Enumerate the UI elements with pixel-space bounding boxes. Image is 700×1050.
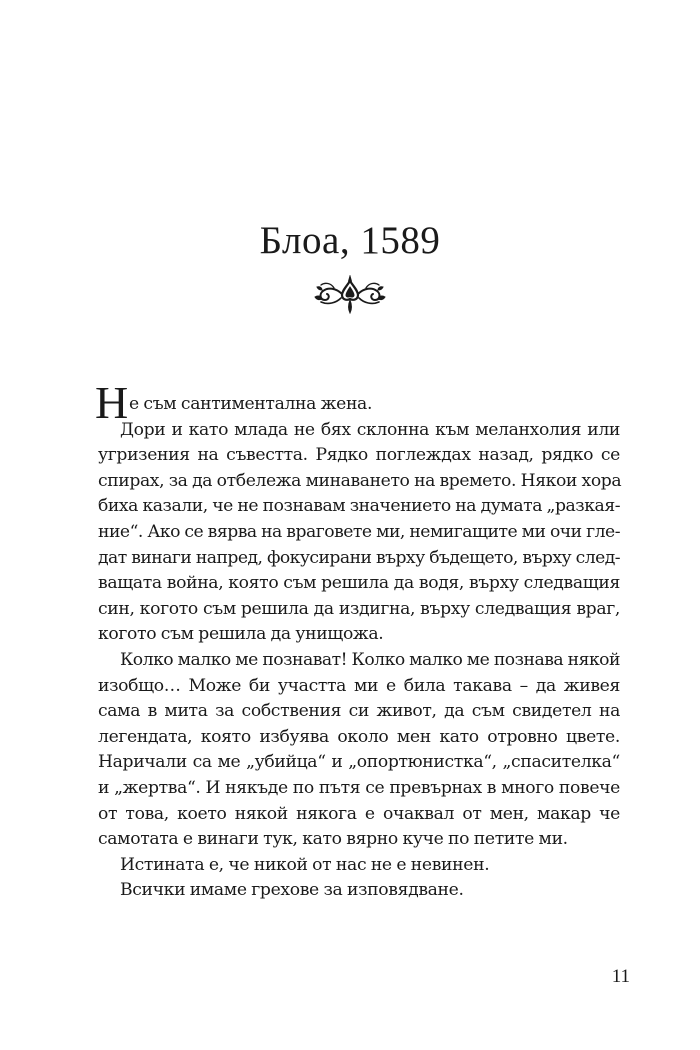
drop-cap-letter: Н bbox=[95, 377, 128, 428]
text-line: от това, което някой някога е очаквал от мен, макар че bbox=[98, 803, 620, 824]
fleuron-ornament-icon bbox=[312, 275, 388, 317]
text-line: Всички имаме грехове за изповядване. bbox=[120, 880, 464, 901]
text-line: и „жертва“. И някъде по пътя се превърнах в много повече bbox=[98, 777, 620, 798]
text-line: легендата, която избуява около мен като отровно цвете. bbox=[98, 726, 620, 747]
text-line: сама в мита за собствения си живот, да съм свидетел на bbox=[98, 701, 620, 722]
text-line: самотата е винаги тук, като вярно куче по петите ми. bbox=[98, 829, 568, 850]
text-line: угризения на съвестта. Рядко поглеждах назад, рядко се bbox=[98, 445, 620, 466]
text-line: е съм сантиментална жена. bbox=[129, 394, 373, 414]
chapter-body bbox=[95, 377, 622, 904]
text-line: изобщо… Може би участта ми е била такава – да живея bbox=[98, 675, 620, 696]
text-line: Истината е, че никой от нас не е невинен. bbox=[120, 854, 490, 875]
text-line: Дори и като млада не бях склонна към меланхолия или bbox=[120, 419, 620, 440]
text-line: Наричали са ме „убийца“ и „опортюнистка“, „спасителка“ bbox=[98, 752, 620, 773]
text-line: Колко малко ме познават! Колко малко ме познава някой bbox=[120, 649, 620, 670]
text-line: когото съм решила да унищожа. bbox=[98, 624, 384, 645]
chapter-title: Блоа, 1589 bbox=[259, 219, 441, 262]
text-line: ващата война, която съм решила да водя, върху следващия bbox=[98, 573, 620, 594]
text-line: биха казали, че не познавам значението на думата „разкая- bbox=[98, 496, 621, 517]
text-line: син, когото съм решила да издигна, върху следващия враг, bbox=[98, 598, 620, 619]
text-line: дат винаги напред, фокусирани върху бъдещето, върху след- bbox=[98, 547, 620, 568]
text-line: спирах, за да отбележа минаването на времето. Някои хора bbox=[98, 470, 622, 491]
text-line: ние“. Ако се вярва на враговете ми, немигащите ми очи гле- bbox=[98, 521, 620, 542]
page-number: 11 bbox=[611, 966, 630, 987]
paragraph-opening-line bbox=[95, 377, 620, 428]
